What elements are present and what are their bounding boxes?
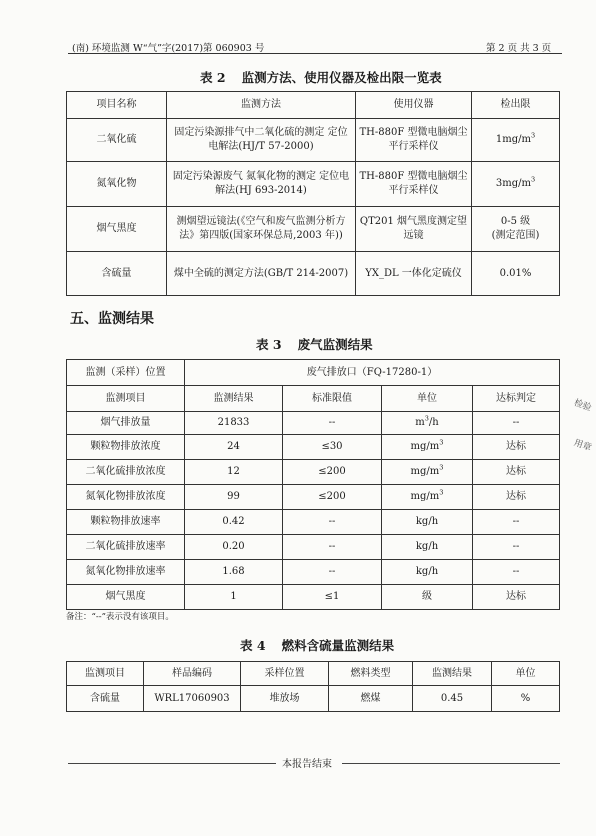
limit-cell: 0.01% — [472, 252, 560, 296]
unit-cell: $mg/m^3$ — [382, 435, 473, 460]
judge-cell: 达标 — [473, 585, 560, 610]
table2-title: 监测方法、使用仪器及检出限一览表 — [241, 70, 442, 85]
judge-cell: -- — [473, 412, 560, 435]
seal-fragment-bottom: 用章 — [572, 438, 593, 454]
sulfur-header-row — [67, 662, 560, 686]
instrument-cell: QT201 烟气黑度测定望远镜 — [356, 207, 472, 252]
methods-table — [66, 91, 560, 296]
sample-code-cell: WRL17060903 — [144, 686, 241, 712]
limit-cell: ≤30 — [283, 435, 382, 460]
header-cell: 达标判定 — [473, 386, 560, 412]
table-row — [67, 162, 560, 207]
table-row — [67, 119, 560, 162]
method-cell: 固定污染源废气 氮氧化物的测定 定位电解法(HJ 693-2014) — [167, 162, 356, 207]
header-cell: 样品编码 — [144, 662, 241, 686]
table3-note: 备注：“--”表示没有该项目。 — [66, 612, 174, 622]
section-heading: 五、监测结果 — [70, 311, 154, 327]
location-row — [67, 360, 560, 386]
item-cell: 颗粒物排放速率 — [67, 510, 185, 535]
unit-cell: kg/h — [382, 510, 473, 535]
header-cell: 项目名称 — [67, 92, 167, 119]
judge-cell: 达标 — [473, 460, 560, 485]
report-number: (南) 环境监测 W“气”字(2017)第 060903 号 — [72, 43, 265, 54]
unit-cell: 级 — [382, 585, 473, 610]
item-cell: 氮氧化物排放速率 — [67, 560, 185, 585]
table-row — [67, 686, 560, 712]
limit-cell: ≤200 — [283, 485, 382, 510]
limit-cell: -- — [283, 412, 382, 435]
limit-cell: -- — [283, 560, 382, 585]
methods-header-row — [67, 92, 560, 119]
header-cell: 监测结果 — [185, 386, 283, 412]
item-cell: 含硫量 — [67, 252, 167, 296]
table-row — [67, 535, 560, 560]
end-of-report: 本报告结束 — [282, 759, 332, 770]
limit-cell: -- — [283, 535, 382, 560]
end-rule-left — [68, 763, 276, 764]
header-rule — [68, 53, 562, 54]
table4-number: 表 4 — [240, 638, 266, 653]
limit-cell: ≤1 — [283, 585, 382, 610]
header-cell: 单位 — [382, 386, 473, 412]
table-row — [67, 435, 560, 460]
table2-caption — [200, 68, 442, 86]
item-cell: 烟气黑度 — [67, 585, 185, 610]
table-row — [67, 460, 560, 485]
instrument-cell: YX_DL 一体化定硫仪 — [356, 252, 472, 296]
table-row — [67, 560, 560, 585]
table-row — [67, 207, 560, 252]
sulfur-table — [66, 661, 560, 712]
table-row — [67, 585, 560, 610]
item-cell: 颗粒物排放浓度 — [67, 435, 185, 460]
result-cell: 21833 — [185, 412, 283, 435]
judge-cell: 达标 — [473, 435, 560, 460]
table4-title: 燃料含硫量监测结果 — [281, 638, 395, 653]
unit-cell: kg/h — [382, 535, 473, 560]
end-rule-right — [342, 763, 560, 764]
item-cell: 氮氧化物 — [67, 162, 167, 207]
table-row — [67, 485, 560, 510]
item-cell: 含硫量 — [67, 686, 144, 712]
result-cell: 24 — [185, 435, 283, 460]
header-cell: 监测方法 — [167, 92, 356, 119]
unit-cell: $m^3/h$ — [382, 412, 473, 435]
table4-caption — [240, 636, 394, 654]
table-row — [67, 412, 560, 435]
table3-caption — [256, 335, 373, 353]
result-cell: 1.68 — [185, 560, 283, 585]
judge-cell: 达标 — [473, 485, 560, 510]
item-cell: 二氧化硫排放浓度 — [67, 460, 185, 485]
results-header-row — [67, 386, 560, 412]
table2-number: 表 2 — [200, 70, 226, 85]
judge-cell: -- — [473, 510, 560, 535]
limit-cell: ≤200 — [283, 460, 382, 485]
header-cell: 检出限 — [472, 92, 560, 119]
header-cell: 采样位置 — [241, 662, 329, 686]
result-cell: 1 — [185, 585, 283, 610]
limit-cell: $1mg/m^3$ — [472, 119, 560, 162]
item-cell: 二氧化硫排放速率 — [67, 535, 185, 560]
results-table — [66, 359, 560, 610]
limit-cell: -- — [283, 510, 382, 535]
instrument-cell: TH-880F 型微电脑烟尘平行采样仪 — [356, 119, 472, 162]
header-cell: 燃料类型 — [329, 662, 413, 686]
header-cell: 监测项目 — [67, 386, 185, 412]
item-cell: 烟气排放量 — [67, 412, 185, 435]
limit-cell: $3mg/m^3$ — [472, 162, 560, 207]
header-cell: 监测结果 — [413, 662, 492, 686]
seal-fragment-top: 检验 — [572, 398, 593, 414]
header-cell: 使用仪器 — [356, 92, 472, 119]
method-cell: 固定污染源排气中二氧化硫的测定 定位电解法(HJ/T 57-2000) — [167, 119, 356, 162]
result-cell: 0.42 — [185, 510, 283, 535]
fuel-type-cell: 燃煤 — [329, 686, 413, 712]
location-label: 监测（采样）位置 — [67, 360, 185, 386]
table-row — [67, 252, 560, 296]
location-value: 废气排放口（FQ-17280-1） — [185, 360, 560, 386]
unit-cell: kg/h — [382, 560, 473, 585]
header-cell: 单位 — [492, 662, 560, 686]
unit-cell: $mg/m^3$ — [382, 485, 473, 510]
item-cell: 烟气黑度 — [67, 207, 167, 252]
table3-title: 废气监测结果 — [297, 337, 373, 352]
result-cell: 12 — [185, 460, 283, 485]
judge-cell: -- — [473, 535, 560, 560]
result-cell: 99 — [185, 485, 283, 510]
judge-cell: -- — [473, 560, 560, 585]
item-cell: 氮氧化物排放浓度 — [67, 485, 185, 510]
table-row — [67, 510, 560, 535]
instrument-cell: TH-880F 型微电脑烟尘平行采样仪 — [356, 162, 472, 207]
result-cell: 0.45 — [413, 686, 492, 712]
header-cell: 标准限值 — [283, 386, 382, 412]
limit-cell: 0-5 级 (测定范围) — [472, 207, 560, 252]
table3-number: 表 3 — [256, 337, 282, 352]
method-cell: 煤中全硫的测定方法(GB/T 214-2007) — [167, 252, 356, 296]
page-indicator: 第 2 页 共 3 页 — [486, 43, 552, 54]
unit-cell: % — [492, 686, 560, 712]
item-cell: 二氧化硫 — [67, 119, 167, 162]
unit-cell: $mg/m^3$ — [382, 460, 473, 485]
header-cell: 监测项目 — [67, 662, 144, 686]
method-cell: 测烟望远镜法(《空气和废气监测分析方法》第四版(国家环保总局,2003 年)) — [167, 207, 356, 252]
sampling-location-cell: 堆放场 — [241, 686, 329, 712]
result-cell: 0.20 — [185, 535, 283, 560]
